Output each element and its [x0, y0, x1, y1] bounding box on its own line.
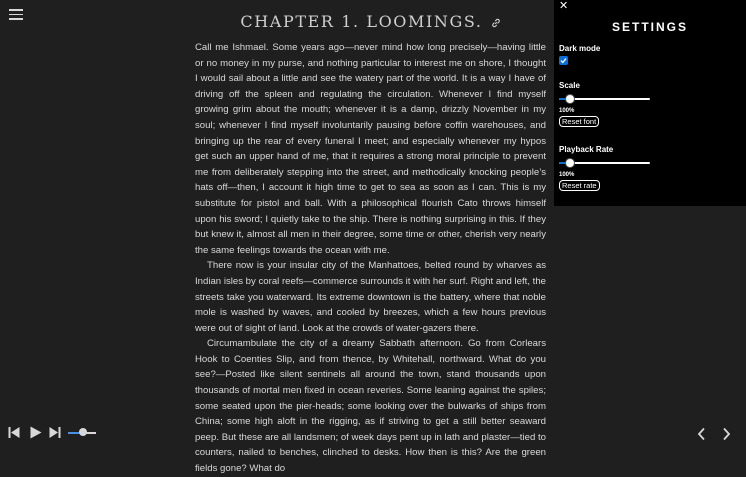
paragraph: Circumambulate the city of a dreamy Sabbath afternoon. Go from Corlears Hook to Coenties Slip, and from thence, by Whitehall, northward. What do you see?—Posted like silent sentinels all around the town, stand thousands upon thousands of mortal men fixed in ocean reveries. Some leaning against the spiles; some seated upon the pier-heads; some looking over the bulwarks of ships from China; some high aloft in the rigging, as if striving to get a still better seaward peep. But these are all landsmen; of week days pent up in lath and plaster—tied to counters, nailed to benches, clinched to desks. How then is this? Are the green fields gone? What do [195, 338, 546, 475]
next-page-icon[interactable] [722, 427, 731, 441]
chapter-header [195, 12, 546, 32]
scale-slider[interactable] [559, 94, 650, 104]
chapter-title: CHAPTER 1. LOOMINGS. [240, 12, 483, 31]
playback-rate-label: Playback Rate [559, 145, 614, 154]
slider-thumb[interactable] [79, 428, 87, 436]
slider-thumb[interactable] [565, 94, 575, 104]
scale-value: 100% [559, 108, 575, 114]
settings-title: SETTINGS [611, 20, 688, 34]
link-icon[interactable] [491, 13, 501, 32]
playback-rate-value: 100% [559, 172, 575, 178]
checkmark-icon [560, 57, 567, 64]
previous-page-icon[interactable] [697, 427, 706, 441]
dark-mode-checkbox[interactable] [559, 56, 568, 65]
volume-slider[interactable] [68, 429, 96, 437]
close-icon[interactable]: ✕ [559, 0, 569, 12]
dark-mode-label: Dark mode [559, 44, 601, 53]
hamburger-menu-icon[interactable] [9, 9, 23, 20]
skip-forward-icon[interactable] [49, 426, 61, 439]
skip-back-icon[interactable] [8, 426, 20, 439]
reset-font-button[interactable]: Reset font [559, 116, 599, 127]
reading-text [195, 40, 546, 475]
playback-rate-slider[interactable] [559, 158, 650, 168]
scale-label: Scale [559, 81, 580, 90]
paragraph: There now is your insular city of the Manhattoes, belted round by wharves as Indian isles by coral reefs—commerce surrounds it with her surf. Right and left, the streets take you waterward. Its extreme downtown is the battery, where that noble mole is washed by waves, and cooled by breezes, which a few hours previous were out of sight of land. Look at the crowds of water-gazers there. [195, 260, 546, 334]
slider-thumb[interactable] [565, 158, 575, 168]
settings-panel [554, 0, 746, 206]
play-icon[interactable] [30, 426, 42, 439]
reset-rate-button[interactable]: Reset rate [559, 180, 600, 191]
paragraph: Call me Ishmael. Some years ago—never mind how long precisely—having little or no money in my purse, and nothing particular to interest me on shore, I thought I would sail about a little and see the watery part of the world. It is a way I have of driving off the spleen and regulating the circulation. Whenever I find myself growing grim about the mouth; whenever it is a damp, drizzly November in my soul; whenever I find myself involuntarily pausing before coffin warehouses, and bringing up the rear of every funeral I meet; and especially whenever my hypos get such an upper hand of me, that it requires a strong moral principle to prevent me from deliberately stepping into the street, and methodically knocking people’s hats off—then, I account it high time to get to sea as soon as I can. This is my substitute for pistol and ball. With a philosophical flourish Cato throws himself upon his sword; I quietly take to the ship. There is nothing surprising in this. If they but knew it, almost all men in their degree, some time or other, cherish very nearly the same feelings towards the ocean with me. [195, 42, 546, 256]
